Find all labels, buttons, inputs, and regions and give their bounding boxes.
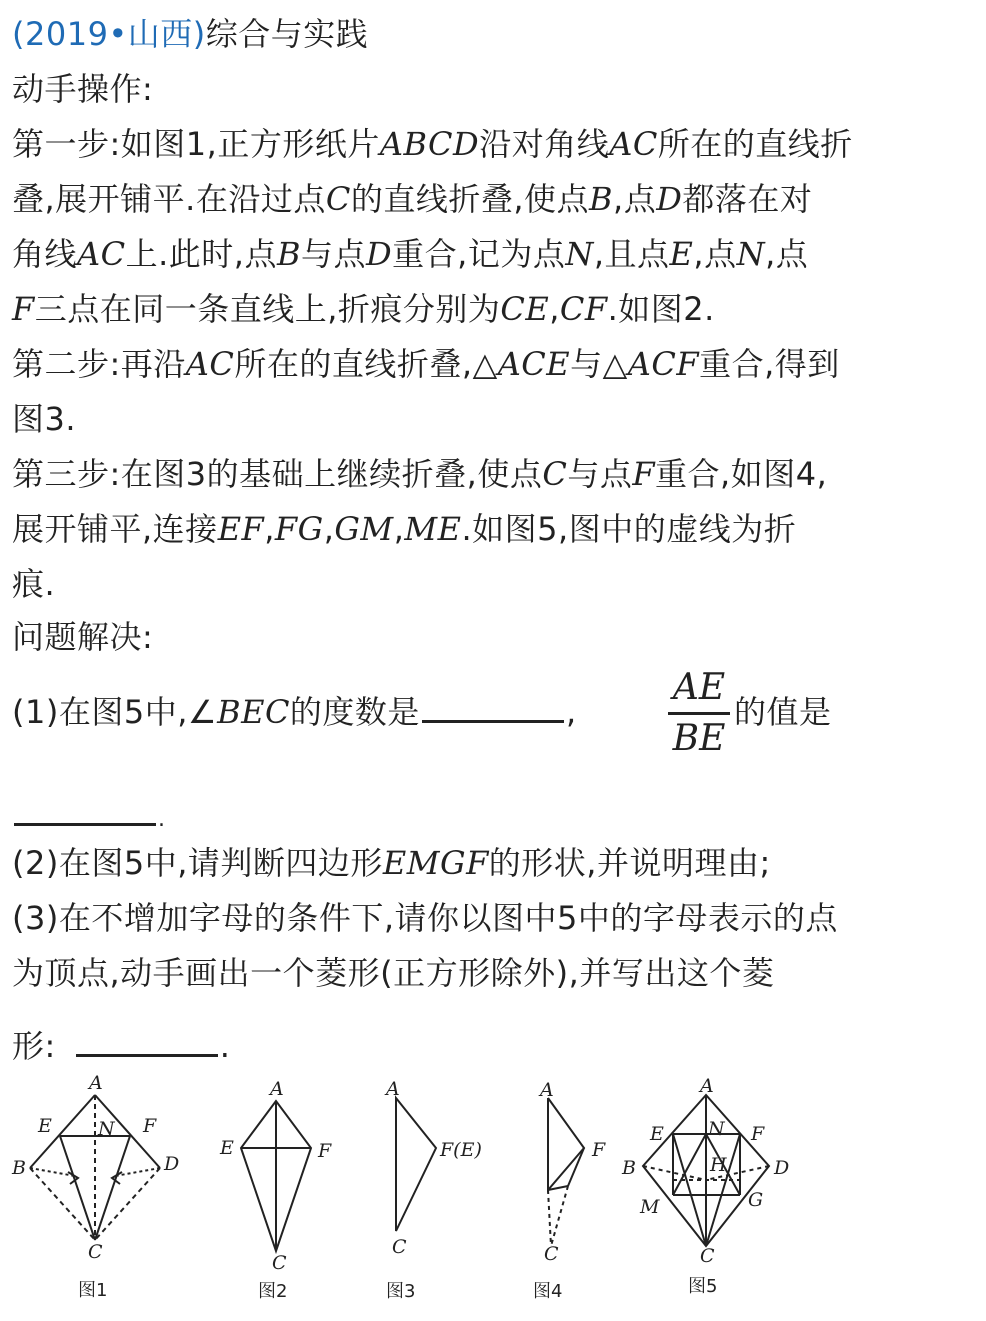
step2-line2: 图3. <box>12 400 77 438</box>
text: ,点 <box>765 235 809 273</box>
math: B <box>589 180 614 218</box>
fig2-label-f: F <box>318 1140 332 1162</box>
math: GM <box>334 510 394 548</box>
text: 与点 <box>567 455 633 493</box>
text: . <box>219 1027 231 1065</box>
text: , <box>264 510 275 548</box>
text: 第二步:再沿 <box>12 345 186 383</box>
fig5-label-c: C <box>700 1245 715 1267</box>
text: (2)在图5中,请判断四边形 <box>12 844 383 882</box>
step1-line2 <box>12 179 812 219</box>
answer-blank-ratio[interactable] <box>14 817 156 826</box>
text: 角线 <box>12 235 78 273</box>
step3-line1 <box>12 454 827 494</box>
math: C <box>542 455 568 493</box>
fraction-numerator: AE <box>672 667 726 708</box>
fig1-label-d: D <box>164 1153 180 1175</box>
fig4-label-a: A <box>540 1079 554 1101</box>
answer-blank-angle[interactable] <box>422 714 564 723</box>
math: ME <box>404 510 462 548</box>
fig5-label-m: M <box>640 1196 660 1218</box>
text: 展开铺平,连接 <box>12 510 218 548</box>
math: D <box>656 180 683 218</box>
text: 沿对角线 <box>479 125 610 163</box>
fig2-label-c: C <box>272 1252 287 1274</box>
fig3-label-fe: F(E) <box>440 1139 482 1161</box>
text: 上.此时,点 <box>125 235 277 273</box>
text: 第一步:如图1,正方形纸片 <box>12 125 380 163</box>
problem-source: (2019•山西) <box>12 15 206 53</box>
math: EF <box>217 510 265 548</box>
math: F <box>12 290 35 328</box>
math: F <box>632 455 656 493</box>
text: (1)在图5中,∠ <box>12 693 218 731</box>
question-3-line2: 为顶点,动手画出一个菱形(正方形除外),并写出这个菱 <box>12 954 775 992</box>
fig4-label-c: C <box>544 1243 559 1265</box>
math: D <box>366 235 393 273</box>
fig3-caption: 图3 <box>386 1281 416 1302</box>
text: , <box>549 290 560 328</box>
fig5-label-g: G <box>748 1189 764 1211</box>
text: 所在的直线折 <box>657 125 853 163</box>
text: , <box>323 510 335 548</box>
fig1-caption: 图1 <box>78 1280 108 1301</box>
problem-header <box>12 14 368 54</box>
math: BEC <box>217 693 290 731</box>
figure-3 <box>396 1098 436 1231</box>
fraction-denominator: BE <box>672 718 726 759</box>
math: N <box>736 235 766 273</box>
text: .如图2. <box>607 290 715 328</box>
answer-blank-rhombus[interactable] <box>76 1048 218 1057</box>
math: EMGF <box>382 844 489 882</box>
math: ACF <box>627 345 700 383</box>
question-1-second-blank <box>12 795 166 840</box>
text: 的形状,并说明理由; <box>488 844 771 882</box>
text: 重合,得到 <box>699 345 840 383</box>
math: N <box>565 235 594 273</box>
step1-line3 <box>12 234 808 274</box>
step2-line1 <box>12 344 840 384</box>
text: 与点 <box>300 235 366 273</box>
text: ,点 <box>693 235 737 273</box>
text: 三点在同一条直线上,折痕分别为 <box>34 290 501 328</box>
math: AC <box>609 125 658 163</box>
math: CF <box>559 290 608 328</box>
fig5-label-n: N <box>708 1118 725 1140</box>
math: AC <box>185 345 235 383</box>
problem-category: 综合与实践 <box>205 15 369 53</box>
fig5-label-e: E <box>650 1123 664 1145</box>
fig1-label-a: A <box>89 1072 103 1094</box>
fig1-label-n: N <box>98 1118 115 1140</box>
fig1-label-b: B <box>12 1157 26 1179</box>
section-operation-title: 动手操作: <box>12 70 154 108</box>
text: 与△ <box>570 345 628 383</box>
fig1-label-f: F <box>143 1115 157 1137</box>
fig5-label-h: H <box>710 1154 727 1176</box>
text: 重合,记为点 <box>392 235 566 273</box>
question-2 <box>12 843 771 883</box>
fig1-label-e: E <box>38 1115 52 1137</box>
text: , <box>565 693 577 731</box>
text: ,点 <box>613 180 657 218</box>
fig5-label-f: F <box>751 1123 765 1145</box>
fig2-label-a: A <box>270 1078 284 1100</box>
figures-strip <box>0 1068 986 1321</box>
fig1-label-c: C <box>88 1241 103 1263</box>
fig5-label-a: A <box>700 1075 714 1097</box>
fig2-caption: 图2 <box>258 1281 288 1302</box>
figure-5 <box>643 1095 769 1246</box>
fig2-label-e: E <box>220 1137 234 1159</box>
text: , <box>393 510 405 548</box>
question-1-ratio-text: 的值是 <box>734 693 832 731</box>
text: 的度数是 <box>289 693 420 731</box>
text: . <box>158 807 166 832</box>
math: CE <box>500 290 550 328</box>
math: FG <box>274 510 324 548</box>
question-3-line1: (3)在不增加字母的条件下,请你以图中5中的字母表示的点 <box>12 899 838 937</box>
math: E <box>669 235 694 273</box>
step1-line4 <box>12 289 715 329</box>
math: C <box>325 180 351 218</box>
text: 形: <box>12 1027 56 1065</box>
figure-4 <box>548 1098 584 1246</box>
text: 都落在对 <box>682 180 813 218</box>
step3-line2 <box>12 509 796 549</box>
math: AC <box>77 235 126 273</box>
fig3-label-c: C <box>392 1236 407 1258</box>
fig4-label-f: F <box>592 1139 606 1161</box>
text: 重合,如图4, <box>655 455 828 493</box>
fig5-label-d: D <box>774 1157 790 1179</box>
figure-2 <box>241 1101 311 1251</box>
math: ABCD <box>379 125 480 163</box>
fig4-caption: 图4 <box>533 1281 563 1302</box>
fraction-bar <box>668 712 730 715</box>
math: B <box>276 235 301 273</box>
step1-line1 <box>12 124 853 164</box>
fig3-label-a: A <box>386 1078 400 1100</box>
text: 所在的直线折叠,△ <box>234 345 498 383</box>
text: 的直线折叠,使点 <box>350 180 590 218</box>
step3-line3: 痕. <box>12 565 56 603</box>
section-solve-title: 问题解决: <box>12 618 154 656</box>
text: .如图5,图中的虚线为折 <box>461 510 797 548</box>
fig5-caption: 图5 <box>688 1276 718 1297</box>
text: ,且点 <box>593 235 670 273</box>
fig5-label-b: B <box>622 1157 636 1179</box>
question-3-line3 <box>12 1026 230 1066</box>
math: ACE <box>497 345 571 383</box>
fraction-ae-be <box>668 668 730 759</box>
text: 第三步:在图3的基础上继续折叠,使点 <box>12 455 543 493</box>
question-1 <box>12 692 577 732</box>
text: 叠,展开铺平.在沿过点 <box>12 180 326 218</box>
